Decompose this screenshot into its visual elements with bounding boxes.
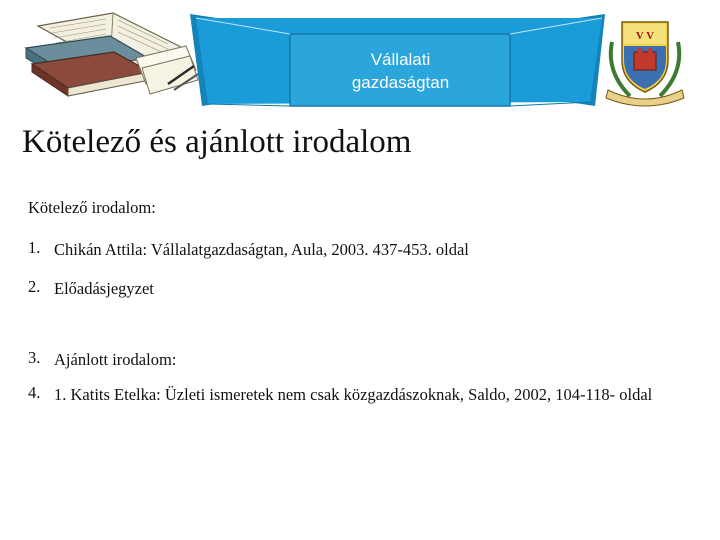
list-item-text: Előadásjegyzet — [54, 279, 154, 298]
list-item-number: 4. — [28, 383, 41, 402]
list-item — [28, 348, 708, 371]
content-body — [28, 198, 708, 406]
svg-text:V V: V V — [635, 30, 655, 42]
list-item-number: 2. — [28, 277, 41, 296]
list-item-number: 3. — [28, 348, 41, 367]
list-item-number: 1. — [28, 238, 41, 257]
list-item-text: Chikán Attila: Vállalatgazdaságtan, Aula, 2003. 437-453. oldal — [54, 240, 469, 259]
list-item — [28, 383, 708, 406]
books-illustration — [18, 8, 200, 108]
banner-title — [293, 36, 508, 106]
reading-list — [28, 238, 708, 406]
list-item-text: 1. Katits Etelka: Üzleti ismeretek nem csak közgazdászoknak, Saldo, 2002, 104-118- oldal — [54, 385, 653, 404]
banner-title-line1: Vállalati — [370, 50, 431, 69]
slide-title: Kötelező és ajánlott irodalom — [22, 124, 412, 160]
banner-title-line2: gazdaságtan — [351, 73, 450, 92]
university-crest — [602, 12, 688, 108]
header-banner — [190, 14, 605, 110]
list-item-text: Ajánlott irodalom: — [54, 350, 177, 369]
list-item — [28, 238, 708, 261]
required-reading-label: Kötelező irodalom: — [28, 198, 156, 217]
list-item — [28, 277, 708, 300]
